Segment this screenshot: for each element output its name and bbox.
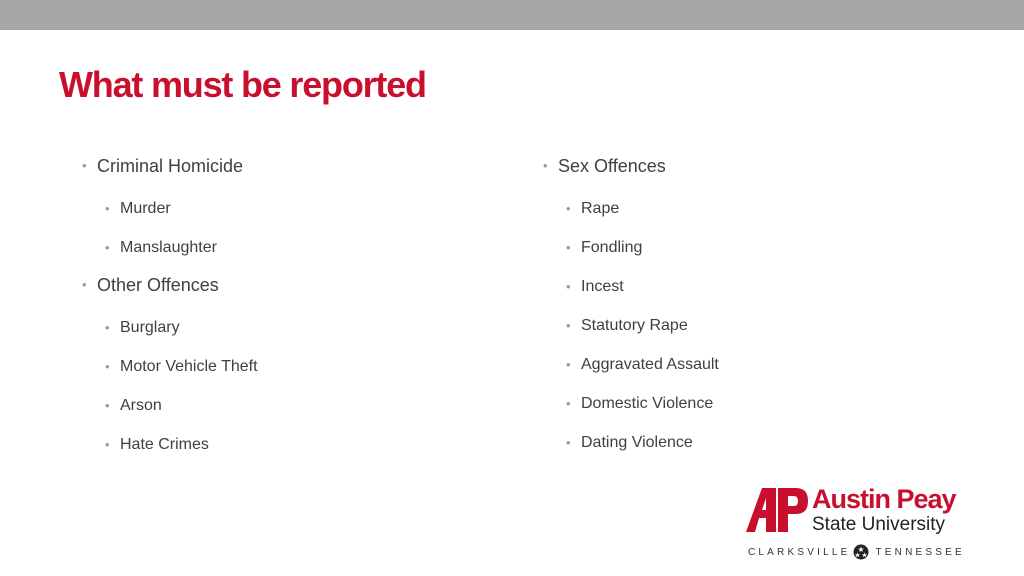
- list-item: • Aggravated Assault: [543, 347, 719, 386]
- list-item: • Other Offences: [82, 269, 258, 310]
- logo-state: TENNESSEE: [875, 546, 965, 558]
- list-item: • Fondling: [543, 230, 719, 269]
- bullet-icon: •: [543, 158, 548, 173]
- tri-star-icon: [853, 544, 869, 560]
- bullet-icon: •: [566, 279, 571, 294]
- logo-subtitle: State University: [812, 514, 946, 535]
- bullet-icon: •: [105, 201, 110, 216]
- university-logo: [746, 484, 976, 562]
- list-item: • Statutory Rape: [543, 308, 719, 347]
- list-item: • Hate Crimes: [82, 427, 258, 466]
- logo-location: [748, 544, 972, 560]
- list-item: • Motor Vehicle Theft: [82, 349, 258, 388]
- slide-title: What must be reported: [59, 64, 426, 105]
- list-item: • Murder: [82, 191, 258, 230]
- bullet-icon: •: [566, 357, 571, 372]
- logo-city: CLARKSVILLE: [748, 546, 851, 558]
- list-item: • Domestic Violence: [543, 386, 719, 425]
- bullet-icon: •: [105, 240, 110, 255]
- list-item: • Manslaughter: [82, 230, 258, 269]
- list-item: • Rape: [543, 191, 719, 230]
- bullet-icon: •: [566, 396, 571, 411]
- bullet-icon: •: [105, 437, 110, 452]
- ap-monogram-icon: [746, 484, 810, 534]
- bullet-icon: •: [82, 158, 87, 173]
- right-bullet-list: [543, 150, 719, 464]
- bullet-icon: •: [566, 240, 571, 255]
- bullet-icon: •: [566, 201, 571, 216]
- list-item: • Dating Violence: [543, 425, 719, 464]
- list-item: • Arson: [82, 388, 258, 427]
- logo-name: Austin Peay: [812, 484, 956, 514]
- list-item: • Sex Offences: [543, 150, 719, 191]
- bullet-icon: •: [566, 435, 571, 450]
- list-item: • Incest: [543, 269, 719, 308]
- top-bar: [0, 0, 1024, 30]
- list-item: • Burglary: [82, 310, 258, 349]
- bullet-icon: •: [105, 320, 110, 335]
- bullet-icon: •: [82, 277, 87, 292]
- bullet-icon: •: [105, 359, 110, 374]
- bullet-icon: •: [566, 318, 571, 333]
- left-bullet-list: [82, 150, 258, 466]
- bullet-icon: •: [105, 398, 110, 413]
- list-item: • Criminal Homicide: [82, 150, 258, 191]
